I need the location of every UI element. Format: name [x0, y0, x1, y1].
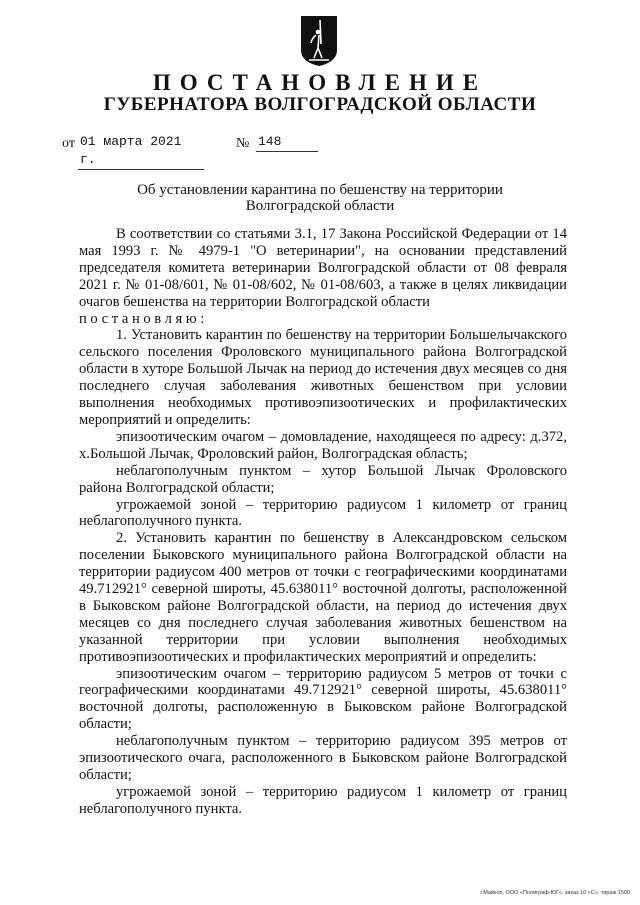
clause-2-threat-zone: угрожаемой зоной – территорию радиусом 1 километр от границ неблагополучного пункта.	[79, 783, 567, 817]
subject-line: Об установлении карантина по бешенству на территории	[137, 182, 503, 198]
clause-2-unsafe-point: неблагополучным пунктом – территорию радиусом 395 метров от эпизоотического очага, расположенного в Быковском районе Волгоградской области;	[79, 733, 567, 783]
number-label: №	[236, 136, 250, 151]
clause-1-threat-zone: угрожаемой зоной – территорию радиусом 1 километр от границ неблагополучного пункта.	[79, 496, 567, 530]
clause-1-paragraph: 1. Установить карантин по бешенству на территории Большелычакского сельского поселения Фроловского муниципального района Волгоградской области в хуторе Большой Лычак на период до истечения двух месяцев со дня последнего случая заболевания животных бешенством при условии выполнения необходимых противоэпизоотических и профилактических мероприятий и определить:	[79, 327, 567, 428]
document-body	[79, 226, 567, 818]
subject-line: Волгоградской области	[245, 198, 395, 214]
clause-2-paragraph: 2. Установить карантин по бешенству в Александровском сельском поселении Быковского муниципального района Волгоградской области на территории радиусом 400 метров от точки с географическими координатами 49.712921° северной широты, 45.638011° восточной долготы, расположенной в Быковском районе Волгоградской области, на период до истечения двух месяцев со дня последнего случая заболевания животных бешенством на указанной территории при условии выполнения необходимых противоэпизоотических и профилактических мероприятий и определить:	[79, 530, 567, 665]
print-footer: г.Майкоп, ООО «Полиграф-ЮГ», заказ 10 «С», тираж 1500	[480, 890, 630, 896]
volgograd-emblem-icon	[299, 14, 339, 68]
clause-1-focus: эпизоотическим очагом – домовладение, находящееся по адресу: д.372, х.Большой Лычак, Фроловский район, Волгоградская область;	[79, 428, 567, 462]
preamble-paragraph: В соответствии со статьями 3.1, 17 Закона Российской Федерации от 14 мая 1993 г. № 4979-1 "О ветеринарии", на основании представлений председателя комитета ветеринарии Волгоградской области от 08 февраля 2021 г. № 01-08/601, № 01-08/602, № 01-08/603, а также в целях ликвидации очагов бешенства на территории Волгоградской области	[79, 226, 567, 310]
date-label: от	[62, 136, 75, 151]
document-subject	[0, 182, 640, 214]
clause-1-unsafe-point: неблагополучным пунктом – хутор Большой Лычак Фроловского района Волгоградской области;	[79, 462, 567, 496]
date-value: 01 марта 2021 г.	[78, 133, 204, 170]
document-title: ПОСТАНОВЛЕНИЕ	[152, 70, 488, 95]
clause-2-focus: эпизоотическим очагом – территорию радиусом 5 метров от точки с географическими координатами 49.712921° северной широты, 45.638011° восточной долготы, расположенную в Быковском районе Волгоградской области;	[79, 665, 567, 733]
number-value: 148	[256, 133, 318, 152]
decree-word: постановляю:	[79, 310, 208, 327]
document-issuer: ГУБЕРНАТОРА ВОЛГОГРАДСКОЙ ОБЛАСТИ	[103, 94, 537, 115]
